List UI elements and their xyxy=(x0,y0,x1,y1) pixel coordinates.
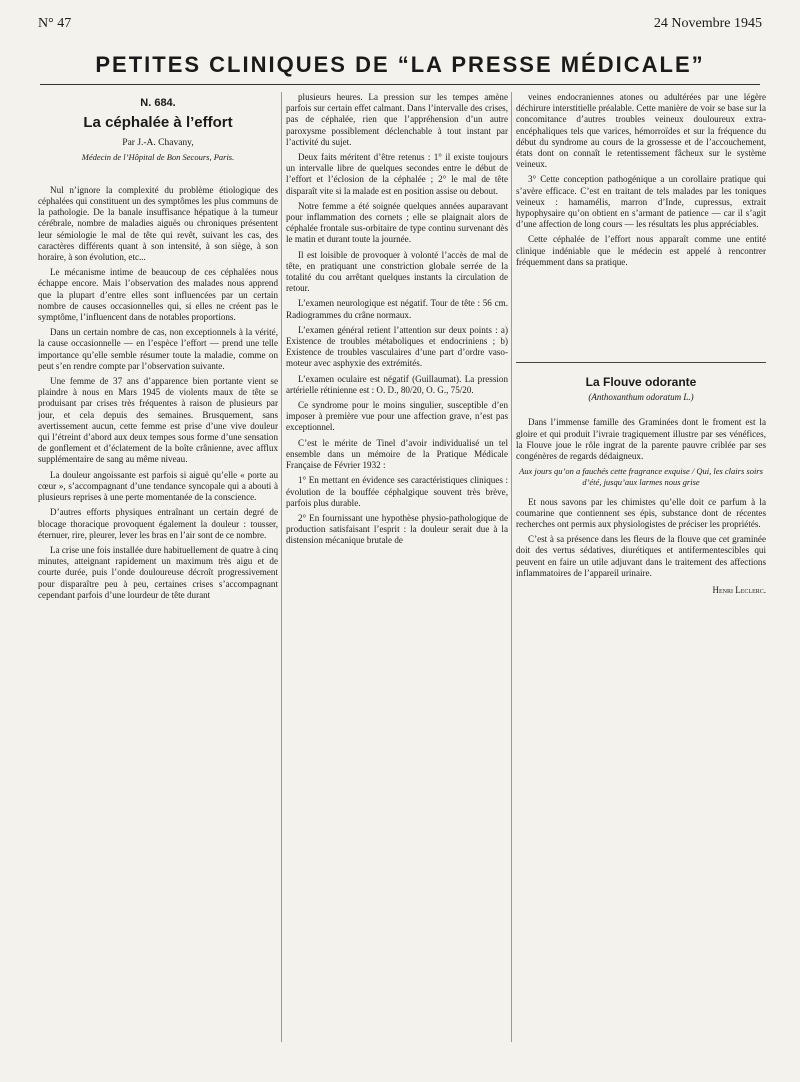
paragraph: Notre femme a été soignée quelques années auparavant pour inflammation des cornets ; elle se plaignait alors de céphalée frontale sus-orbitaire de type continu survenant dès le matin et durant toute la journée. xyxy=(286,200,508,245)
sidebar-flouve xyxy=(516,362,766,596)
paragraph: C’est à sa présence dans les fleurs de la flouve que cet graminée doit des vertus sédatives, diurétiques et antifermentescibles qui peuvent en faire un utile adjuvant dans le traitement des affections inflammatoires de l’appareil urinaire. xyxy=(516,534,766,578)
article-continuation xyxy=(516,92,766,352)
column-divider xyxy=(281,92,282,1042)
column-1 xyxy=(38,92,278,1042)
paragraph: Ce syndrome pour le moins singulier, susceptible d’en imposer à première vue pour une affection grave, n’est pas exceptionnel. xyxy=(286,400,508,433)
paragraph: plusieurs heures. La pression sur les tempes amène parfois sur certain effet calmant. Dans l’intervalle des crises, pas de céphalée, rien que l’appréhension d’un autre paroxysme possiblement déclenchable à tout instant par l’activité du sujet. xyxy=(286,92,508,147)
sidebar-title: La Flouve odorante xyxy=(585,375,697,389)
signature: Henri Leclerc. xyxy=(712,585,766,596)
paragraph: La douleur angoissante est parfois si aiguë qu’elle « porte au cœur », s’accompagnant d’une tendance syncopale qui a abouti à plusieurs reprises à une perte momentanée de la conscience. xyxy=(38,469,278,503)
article-author: Par J.-A. Chavany, xyxy=(122,138,194,149)
article-number: N. 684. xyxy=(140,97,176,109)
paragraph: La crise une fois installée dure habituellement de quatre à cinq minutes, atteignant rapidement un maximum très aigu et de courte durée, puis l’onde douloureuse décroît progressivement pour disparaître peu à peu, certaines crises s’accompagnant cependant parfois d’une lourdeur de tête durant xyxy=(38,544,278,600)
issue-number: N° 47 xyxy=(38,16,72,31)
paragraph: Dans l’immense famille des Graminées dont le froment est la gloire et qui produit l’ivraie tragiquement illustre par ses vénéfices, la Flouve joue le rôle ingrat de la parente pauvre criblée par ses congénères de regards dédaigneux. xyxy=(516,417,766,462)
paragraph: 1° En mettant en évidence ses caractéristiques cliniques : évolution de la bouffée céphalgique souvent très brève, parfois plus durable. xyxy=(286,475,508,508)
sidebar-scientific-name: (Anthoxanthum odoratum L.) xyxy=(588,392,694,403)
paragraph: Cette céphalée de l’effort nous apparaît comme une entité clinique indéniable que le médecin est appelé à rencontrer fréquemment dans sa pratique. xyxy=(516,234,766,267)
column-divider xyxy=(511,92,512,1042)
column-2 xyxy=(286,92,508,1042)
paragraph: L’examen oculaire est négatif (Guillaumat). La pression artérielle rétinienne est : O. D., 80/20, O. G., 75/20. xyxy=(286,373,508,395)
paragraph: 3° Cette conception pathogénique a un corollaire pratique qui s’avère efficace. C’est en traitant de tels malades par les toniques veineux : hamamélis, marron d’Inde, cupressus, extrait hypophysaire qu’on obtient en s’armant de patience — car il s’agit d’une affection de long cours — les résultats les plus appréciables. xyxy=(516,174,766,230)
paragraph: veines endocraniennes atones ou adultérées par une légère déchirure interstitielle préalable. Cette manière de voir se base sur la concomitance d’autres troubles veineux douloureux extra-encéphaliques tels que varices, hémorroïdes et sur la fréquence du début du syndrome au cours de la grossesse et de l’accouchement, états dont on connaît le retentissement fâcheux sur le système veineux. xyxy=(516,92,766,170)
issue-date: 24 Novembre 1945 xyxy=(653,16,762,31)
paragraph: C’est le mérite de Tinel d’avoir individualisé un tel ensemble dans un mémoire de la Pratique Médicale Française de Février 1932 : xyxy=(286,437,508,471)
paragraph: Nul n’ignore la complexité du problème étiologique des céphalées qui constituent un des symptômes les plus communs de la pathologie. De la banale insuffisance hépatique à la tumeur cérébrale, nombre de maladies aiguës ou chroniques présentent leur sémiologie le mal de tête qui revêt, suivant les cas, des caractères différents quant à son intensité, à son siège, à son horaire, à son évolution, etc... xyxy=(38,184,278,263)
article-title: La céphalée à l’effort xyxy=(83,114,233,132)
paragraph: Dans un certain nombre de cas, non exceptionnels à la vérité, la cause occasionnelle — en l’espèce l’effort — prend une telle importance qu’elle semble résumer toute la maladie, comme on peut s’en rendre compte par l’observation suivante. xyxy=(38,327,278,371)
paragraph: 2° En fournissant une hypothèse physio-pathologique de production satisfaisant l’esprit : la douleur serait due à la distension mécanique brutale de xyxy=(286,512,508,546)
paragraph: Et nous savons par les chimistes qu’elle doit ce parfum à la coumarine que contiennent ses épis, substance dont de récentes recherches ont permis aux physiologistes de préciser les propriétés. xyxy=(516,496,766,530)
paragraph: L’examen général retient l’attention sur deux points : a) Existence de troubles métaboliques et endocriniens ; b) Existence de troubles vasculaires d’une part d’ordre vaso-moteur avec asphyxie des extrémités. xyxy=(286,324,508,369)
masthead-rule xyxy=(40,84,760,85)
column-3 xyxy=(516,92,766,1042)
paragraph: Il est loisible de provoquer à volonté l’accès de mal de tête, en pratiquant une constriction globale serrée de la totalité du cou arrêtant quelques instants la circulation de retour. xyxy=(286,249,508,294)
paragraph: Le mécanisme intime de beaucoup de ces céphalées nous échappe encore. Mais l’observation des malades nous apprend que la plupart d’entre elles sont influencées par un certain nombre de causes occasionnelles qui, si elles ne créent pas le symptôme, l’influencent dans de notables proportions. xyxy=(38,267,278,323)
paragraph: L’examen neurologique est négatif. Tour de tête : 56 cm. Radiogrammes du crâne normaux. xyxy=(286,298,508,320)
page-header xyxy=(38,16,762,34)
masthead: PETITES CLINIQUES DE “LA PRESSE MÉDICALE” xyxy=(95,52,705,77)
paragraph: D’autres efforts physiques entraînant un certain degré de blocage thoracique provoquent également la douleur : tousser, éternuer, rire, pleurer, lever les bras en l’air sont de ce nombre. xyxy=(38,507,278,540)
article-affiliation: Médecin de l’Hôpital de Bon Secours, Paris. xyxy=(81,151,235,162)
paragraph: Deux faits méritent d’être retenus : 1° il existe toujours un intervalle libre de quelques secondes entre le début de l’effort et l’éclosion de la céphalée ; 2° le mal de tête disparaît vite si la malade est en position assise ou debout. xyxy=(286,152,508,196)
poem-quote: Aux jours qu’on a fauchés cette fragrance exquise / Qui, les clairs soirs d’été, jusqu’aux larmes nous grise xyxy=(519,466,763,488)
paragraph: Une femme de 37 ans d’apparence bien portante vient se plaindre à nous en Mars 1945 de violents maux de tête se produisant par crises très fréquentes à raison de plusieurs par jour, et cela depuis des semaines. Brusquement, sans avertissement aucun, cette femme est prise d’une vive douleur qui l’étreint d’abord aux deux tempes sous forme d’une sensation de gonflement et d’éclatement de la boîte crânienne, avec afflux supplémentaire de sang au même niveau. xyxy=(38,376,278,465)
